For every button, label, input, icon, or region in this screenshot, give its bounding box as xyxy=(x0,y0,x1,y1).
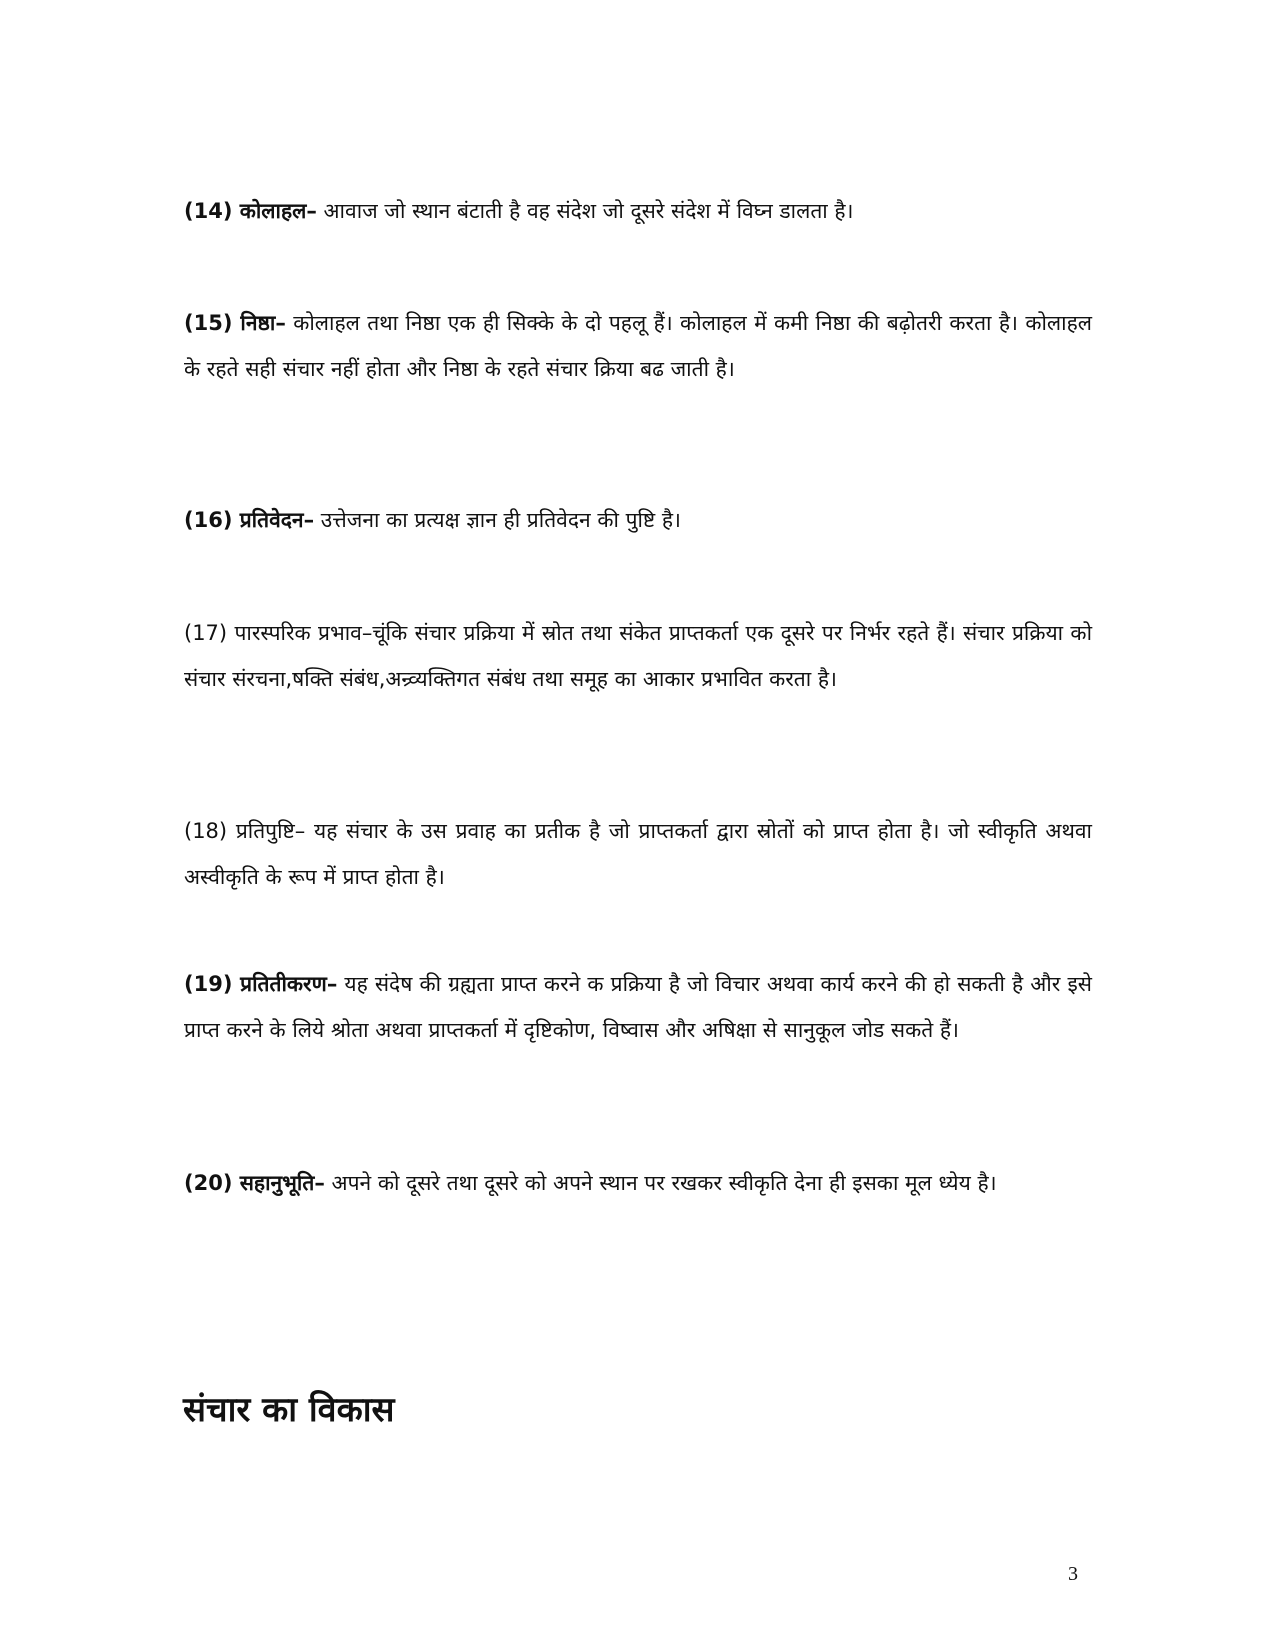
entry-perception xyxy=(184,961,1092,1053)
entry-text: चूंकि संचार प्रक्रिया में स्रोत तथा संकेत प्राप्तकर्ता एक दूसरे पर निर्भर रहते हैं। संचार प्रक्रिया को संचार संरचना,षक्ति संबंध,अन्र्व्यक्तिगत संबंध तथा समूह का आकार प्रभावित करता है। xyxy=(184,621,1093,691)
section-heading: संचार का विकास xyxy=(183,1390,395,1430)
entry-empathy xyxy=(184,1160,1092,1206)
entry-term: (14) कोलाहल– xyxy=(184,199,317,223)
entry-term: (16) प्रतिवेदन– xyxy=(184,508,315,532)
entry-text: अपने को दूसरे तथा दूसरे को अपने स्थान पर रखकर स्वीकृति देना ही इसका मूल ध्येय है। xyxy=(324,1171,997,1195)
page-number: 3 xyxy=(1068,1563,1078,1585)
entry-term: (17) पारस्परिक प्रभाव– xyxy=(184,621,373,645)
entry-term: (15) निष्ठा– xyxy=(184,311,286,335)
entry-fidelity xyxy=(184,300,1092,392)
entry-text: आवाज जो स्थान बंटाती है वह संदेश जो दूसरे संदेश में विघ्न डालता है। xyxy=(316,199,854,223)
entry-term: (19) प्रतितीकरण– xyxy=(184,972,338,996)
entry-text: यह संचार के उस प्रवाह का प्रतीक है जो प्राप्तकर्ता द्वारा स्रोतों को प्राप्त होता है। जो स्वीकृति अथवा अस्वीकृति के रूप में प्राप्त होता है। xyxy=(184,819,1092,889)
entry-mutual-influence xyxy=(184,610,1092,702)
entry-text: उत्तेजना का प्रत्यक्ष ज्ञान ही प्रतिवेदन की पुष्टि है। xyxy=(314,508,681,532)
entry-text: यह संदेष की ग्रह्यता प्राप्त करने क प्रक्रिया है जो विचार अथवा कार्य करने की हो सकती है और इसे प्राप्त करने के लिये श्रोता अथवा प्राप्तकर्ता में दृष्टिकोण, विष्वास और अषिक्षा से सानुकूल जोड सकते हैं। xyxy=(184,972,1092,1042)
entry-term: (18) प्रतिपुष्टि– xyxy=(184,819,306,843)
entry-feedback xyxy=(184,808,1092,900)
entry-term: (20) सहानुभूति– xyxy=(184,1171,325,1195)
entry-text: कोलाहल तथा निष्ठा एक ही सिक्के के दो पहलू हैं। कोलाहल में कमी निष्ठा की बढ़ोतरी करता है। कोलाहल के रहते सही संचार नहीं होता और निष्ठा के रहते संचार क्रिया बढ जाती है। xyxy=(184,311,1092,381)
entry-noise xyxy=(184,188,1092,234)
entry-report xyxy=(184,497,1092,543)
